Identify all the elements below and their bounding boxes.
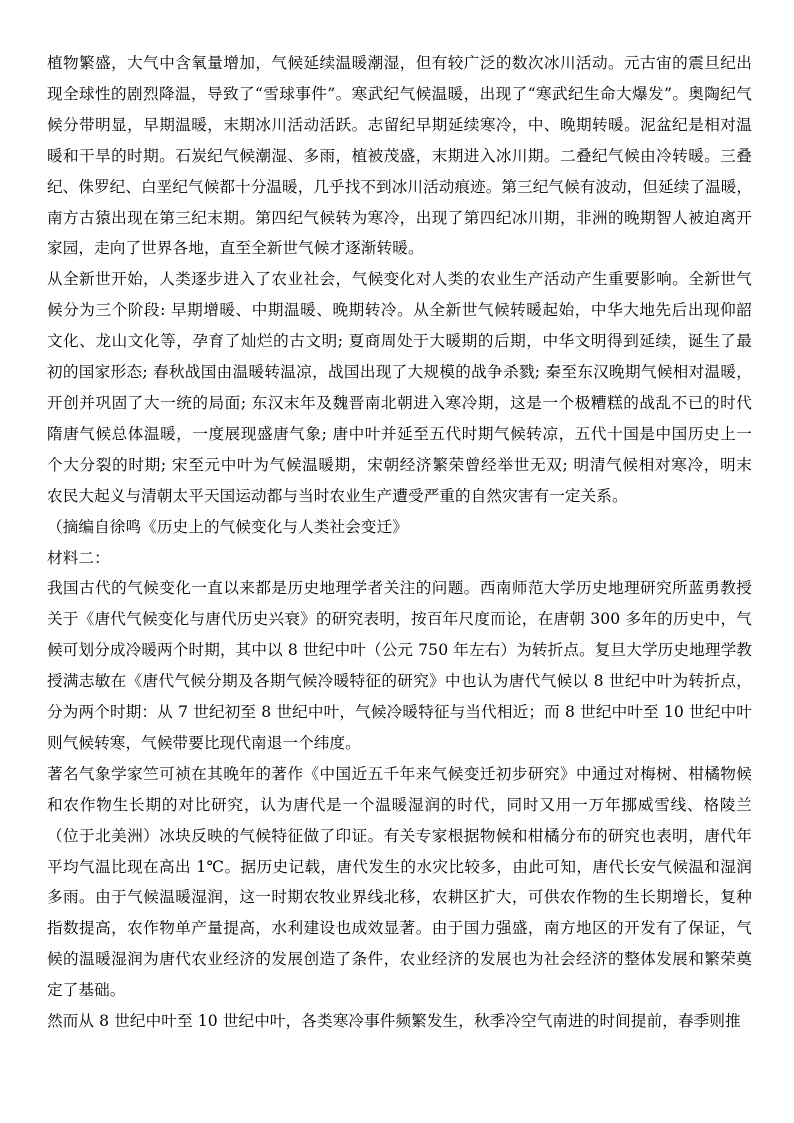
paragraph xyxy=(47,512,752,543)
text-line: 我国古代的气候变化一直以来都是历史地理学者关注的问题。西南师范大学历史地理研究所蓝勇教授 xyxy=(47,579,752,598)
text-line: 初的国家形态; 春秋战国由温暖转温凉，战国出现了大规模的战争杀戮; 秦至东汉晚期气候相对温暖， xyxy=(47,363,752,382)
text-line: 农民大起义与清朝太平天国运动都与当时农业生产遭受严重的自然灾害有一定关系。 xyxy=(47,486,628,505)
text-line: 候可划分成冷暖两个时期，其中以 8 世纪中叶（公元 750 年左右）为转折点。复旦大学历史地理学教 xyxy=(47,641,752,660)
text-line: 授满志敏在《唐代气候分期及各期气候冷暖特征的研究》中也认为唐代气候以 8 世纪中叶为转折点， xyxy=(47,672,752,691)
text-line: 然而从 8 世纪中叶至 10 世纪中叶，各类寒冷事件频繁发生，秋季冷空气南进的时间提前，春季则推 xyxy=(47,1012,741,1031)
text-line: 家园，走向了世界各地，直至全新世气候才逐渐转暖。 xyxy=(47,239,424,258)
text-line: （摘编自徐鸣《历史上的气候变化与人类社会变迁》 xyxy=(47,517,408,536)
paragraph xyxy=(47,573,752,758)
text-line: 和农作物生长期的对比研究，认为唐代是一个温暖湿润的时代，同时又用一万年挪威雪线、格陵兰 xyxy=(47,795,752,814)
text-line: 平均气温比现在高出 1℃。据历史记载，唐代发生的水灾比较多，由此可知，唐代长安气候温和湿润 xyxy=(47,857,752,876)
text-line: 分为两个时期：从 7 世纪初至 8 世纪中叶，气候冷暖特征与当代相近；而 8 世纪中叶至 10 世纪中叶 xyxy=(47,703,752,722)
document-page xyxy=(47,48,752,1037)
text-line: 个大分裂的时期; 宋至元中叶为气候温暖期，宋朝经济繁荣曾经举世无双; 明清气候相对寒冷，明末 xyxy=(47,455,752,474)
text-line: 定了基础。 xyxy=(47,981,126,1000)
text-line: 暖和干旱的时期。石炭纪气候潮湿、多雨，植被茂盛，末期进入冰川期。二叠纪气候由冷转暖。三叠 xyxy=(47,146,752,165)
text-line: 候分带明显，早期温暖，末期冰川活动活跃。志留纪早期延续寒冷，中、晚期转暖。泥盆纪是相对温 xyxy=(47,115,752,134)
document-body xyxy=(47,48,752,1037)
text-line: 文化、龙山文化等，孕育了灿烂的古文明; 夏商周处于大暖期的后期，中华文明得到延续，诞生了最 xyxy=(47,332,752,351)
text-line: 开创并巩固了大一统的局面; 东汉末年及魏晋南北朝进入寒冷期，这是一个极糟糕的战乱不已的时代 xyxy=(47,393,752,412)
text-line: 从全新世开始，人类逐步进入了农业社会，气候变化对人类的农业生产活动产生重要影响。全新世气 xyxy=(47,270,752,289)
paragraph xyxy=(47,264,752,511)
text-line: 南方古猿出现在第三纪末期。第四纪气候转为寒冷，出现了第四纪冰川期，非洲的晚期智人被迫离开 xyxy=(47,208,752,227)
text-line: 则气候转寒，气候带要比现代南退一个纬度。 xyxy=(47,733,361,752)
paragraph xyxy=(47,759,752,1006)
text-line: 多雨。由于气候温暖湿润，这一时期农牧业界线北移，农耕区扩大，可供农作物的生长期增长，复种 xyxy=(47,888,752,907)
text-line: 植物繁盛，大气中含氧量增加，气候延续温暖潮湿，但有较广泛的数次冰川活动。元古宙的震旦纪出 xyxy=(47,54,752,72)
paragraph xyxy=(47,543,752,574)
text-line: 指数提高，农作物单产量提高，水利建设也成效显著。由于国力强盛，南方地区的开发有了保证，气 xyxy=(47,919,752,938)
text-line: 候分为三个阶段: 早期增暖、中期温暖、晚期转冷。从全新世气候转暖起始，中华大地先后出现仰韶 xyxy=(47,301,752,320)
text-line: （位于北美洲）冰块反映的气候特征做了印证。有关专家根据物候和柑橘分布的研究也表明，唐代年 xyxy=(47,826,752,845)
text-line: 纪、侏罗纪、白垩纪气候都十分温暖，几乎找不到冰川活动痕迹。第三纪气候有波动，但延续了温暖， xyxy=(47,177,752,196)
text-line: 著名气象学家竺可祯在其晚年的著作《中国近五千年来气候变迁初步研究》中通过对梅树、柑橘物候 xyxy=(47,764,752,783)
text-line: 候的温暖湿润为唐代农业经济的发展创造了条件，农业经济的发展也为社会经济的整体发展和繁荣奠 xyxy=(47,950,752,969)
text-line: 隋唐气候总体温暖，一度展现盛唐气象; 唐中叶并延至五代时期气候转凉，五代十国是中国历史上一 xyxy=(47,424,752,443)
paragraph xyxy=(47,1006,752,1037)
text-line: 现全球性的剧烈降温，导致了“雪球事件”。寒武纪气候温暖，出现了“寒武纪生命大爆发”。奥陶纪气 xyxy=(47,84,752,103)
text-line: 材料二： xyxy=(47,548,110,567)
text-line: 关于《唐代气候变化与唐代历史兴衰》的研究表明，按百年尺度而论，在唐朝 300 多年的历史中，气 xyxy=(47,610,752,629)
paragraph xyxy=(47,48,752,264)
